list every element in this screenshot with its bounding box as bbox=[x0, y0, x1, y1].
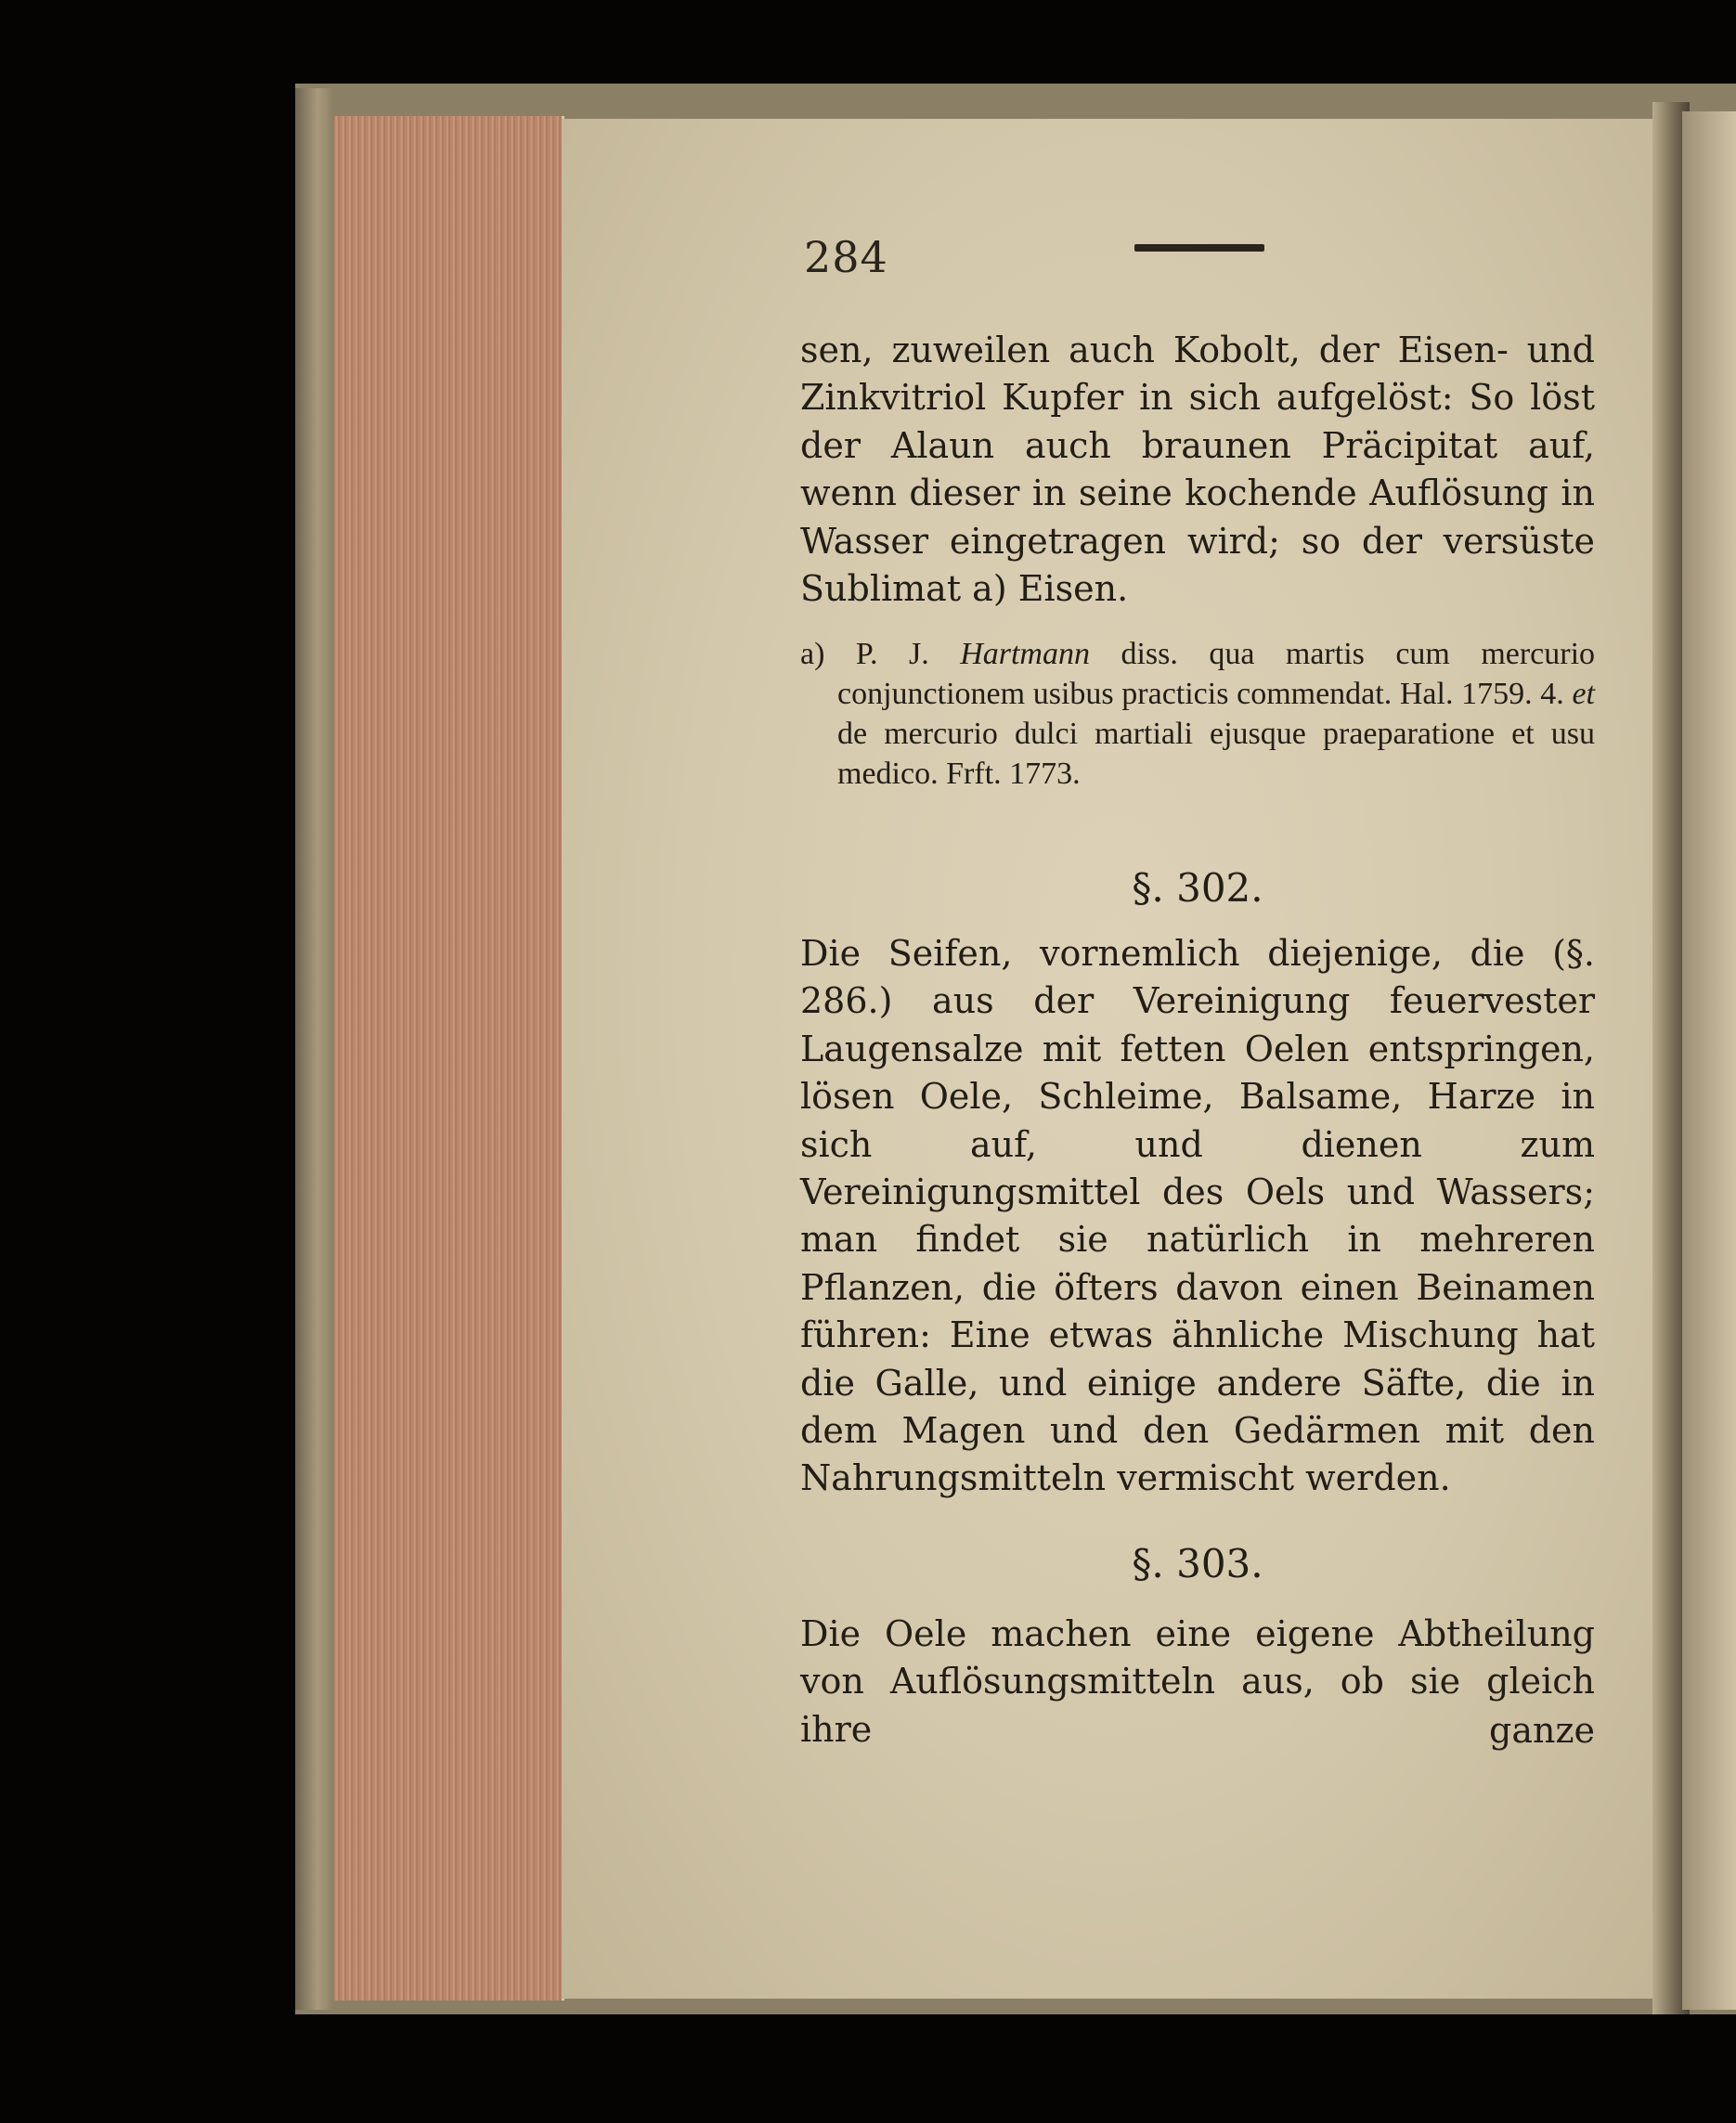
cover-edge bbox=[295, 88, 332, 2010]
section-303-text: Die Oele machen eine eigene Abtheilung von Auflösungsmitteln aus, ob sie gleich ihre bbox=[800, 1613, 1595, 1750]
section-302-text: Die Seifen, vornemlich diejenige, die (§. 286.) aus der Vereinigung feuervester Laugensalze mit fetten Oelen entspringen, lösen Oele, Schleime, Balsame, Harze in sich auf, und dienen zum Vereinigungsmittel des Oels und Wassers; man findet sie natürlich in mehreren Pflanzen, die öfters davon einen Beinamen führen: Eine etwas ähnliche Mischung hat die Galle, und einige andere Säfte, die in dem Magen und den Gedärmen mit den Nahrungsmitteln vermischt werden. bbox=[800, 933, 1595, 1499]
catchword: ganze bbox=[1489, 1710, 1595, 1751]
footnote-text-before: P. J. bbox=[855, 637, 929, 671]
footnote-et: et bbox=[1572, 677, 1596, 711]
section-303-heading: §. 303. bbox=[1132, 1541, 1263, 1586]
footnote-text-mid: diss. qua martis cum mercurio conjunctionem usibus practicis commendat. Hal. 1759. 4. bbox=[837, 637, 1596, 711]
footnote-marker: a) bbox=[800, 637, 825, 671]
paragraph-continuation: sen, zuweilen auch Kobolt, der Eisen- und Zinkvitriol Kupfer in sich aufgelöst: So löst der Alaun auch braunen Präcipitat auf, wenn dieser in seine kochende Auflösung in Wasser eingetragen wird; so der versüste Sublimat a) Eisen. bbox=[800, 330, 1595, 610]
facing-page-edge bbox=[1682, 111, 1736, 2010]
footnote-author: Hartmann bbox=[960, 637, 1090, 671]
page-edges bbox=[334, 116, 564, 2000]
page-number: 284 bbox=[804, 232, 888, 282]
footnote-text-after: de mercurio dulci martiali ejusque praeparatione et usu medico. Frft. 1773. bbox=[837, 717, 1595, 791]
footnote bbox=[800, 634, 1596, 794]
header-rule bbox=[1134, 244, 1264, 252]
section-302-heading: §. 302. bbox=[1132, 865, 1263, 911]
